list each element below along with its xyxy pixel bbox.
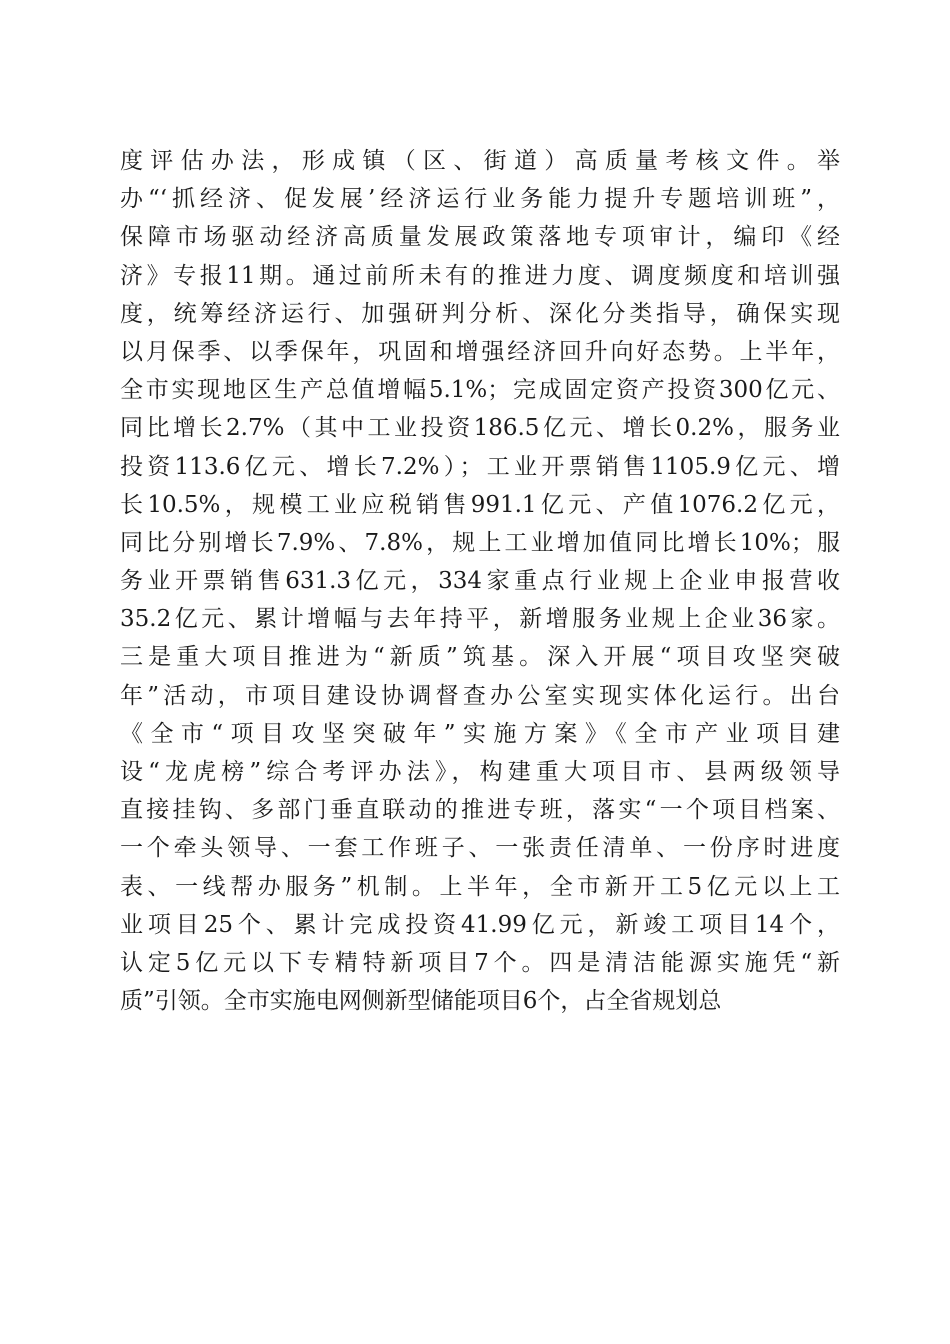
- text-line: 业项目25个、累计完成投资41.99亿元，新竣工项目14个，: [120, 911, 840, 938]
- body-text: [120, 142, 840, 1020]
- text-line: 办“‘抓经济、促发展’经济运行业务能力提升专题培训班”，: [120, 186, 840, 213]
- text-line: 直接挂钩、多部门垂直联动的推进专班，落实“一个项目档案、: [120, 797, 840, 824]
- text-line: 设“龙虎榜”综合考评办法》，构建重大项目市、县两级领导: [120, 759, 840, 785]
- text-line: 年”活动，市项目建设协调督查办公室实现实体化运行。出台: [120, 682, 840, 709]
- text-line: 度，统筹经济运行、加强研判分析、深化分类指导，确保实现: [120, 300, 840, 327]
- text-line: 表、一线帮办服务”机制。上半年，全市新开工5亿元以上工: [120, 873, 840, 900]
- text-line: 35.2亿元、累计增幅与去年持平，新增服务业规上企业36家。: [120, 606, 840, 633]
- text-line: 以月保季、以季保年，巩固和增强经济回升向好态势。上半年，: [120, 338, 840, 365]
- text-line: 一个牵头领导、一套工作班子、一张责任清单、一份序时进度: [120, 835, 840, 862]
- text-line: 全市实现地区生产总值增幅5.1%；完成固定资产投资300亿元、: [120, 377, 840, 404]
- text-line: 度评估办法，形成镇（区、街道）高质量考核文件。举: [120, 148, 840, 174]
- text-line: 三是重大项目推进为“新质”筑基。深入开展“项目攻坚突破: [120, 644, 840, 671]
- text-line: 济》专报11期。通过前所未有的推进力度、调度频度和培训强: [120, 262, 840, 289]
- text-line: 同比增长2.7%（其中工业投资186.5亿元、增长0.2%，服务业: [120, 415, 840, 442]
- text-line: 投资113.6亿元、增长7.2%）；工业开票销售1105.9亿元、增: [120, 453, 840, 480]
- text-line: 认定5亿元以下专精特新项目7个。四是清洁能源实施凭“新: [120, 949, 840, 976]
- text-line: 质”引领。全市实施电网侧新型储能项目6个，占全省规划总: [120, 988, 722, 1015]
- text-line: 保障市场驱动经济高质量发展政策落地专项审计，编印《经: [120, 224, 840, 251]
- text-line: 《全市“项目攻坚突破年”实施方案》《全市产业项目建: [120, 720, 840, 747]
- text-line: 同比分别增长7.9%、7.8%，规上工业增加值同比增长10%；服: [120, 529, 840, 556]
- text-line: 长10.5%，规模工业应税销售991.1亿元、产值1076.2亿元，: [120, 491, 840, 518]
- text-line: 务业开票销售631.3亿元，334家重点行业规上企业申报营收: [120, 568, 840, 595]
